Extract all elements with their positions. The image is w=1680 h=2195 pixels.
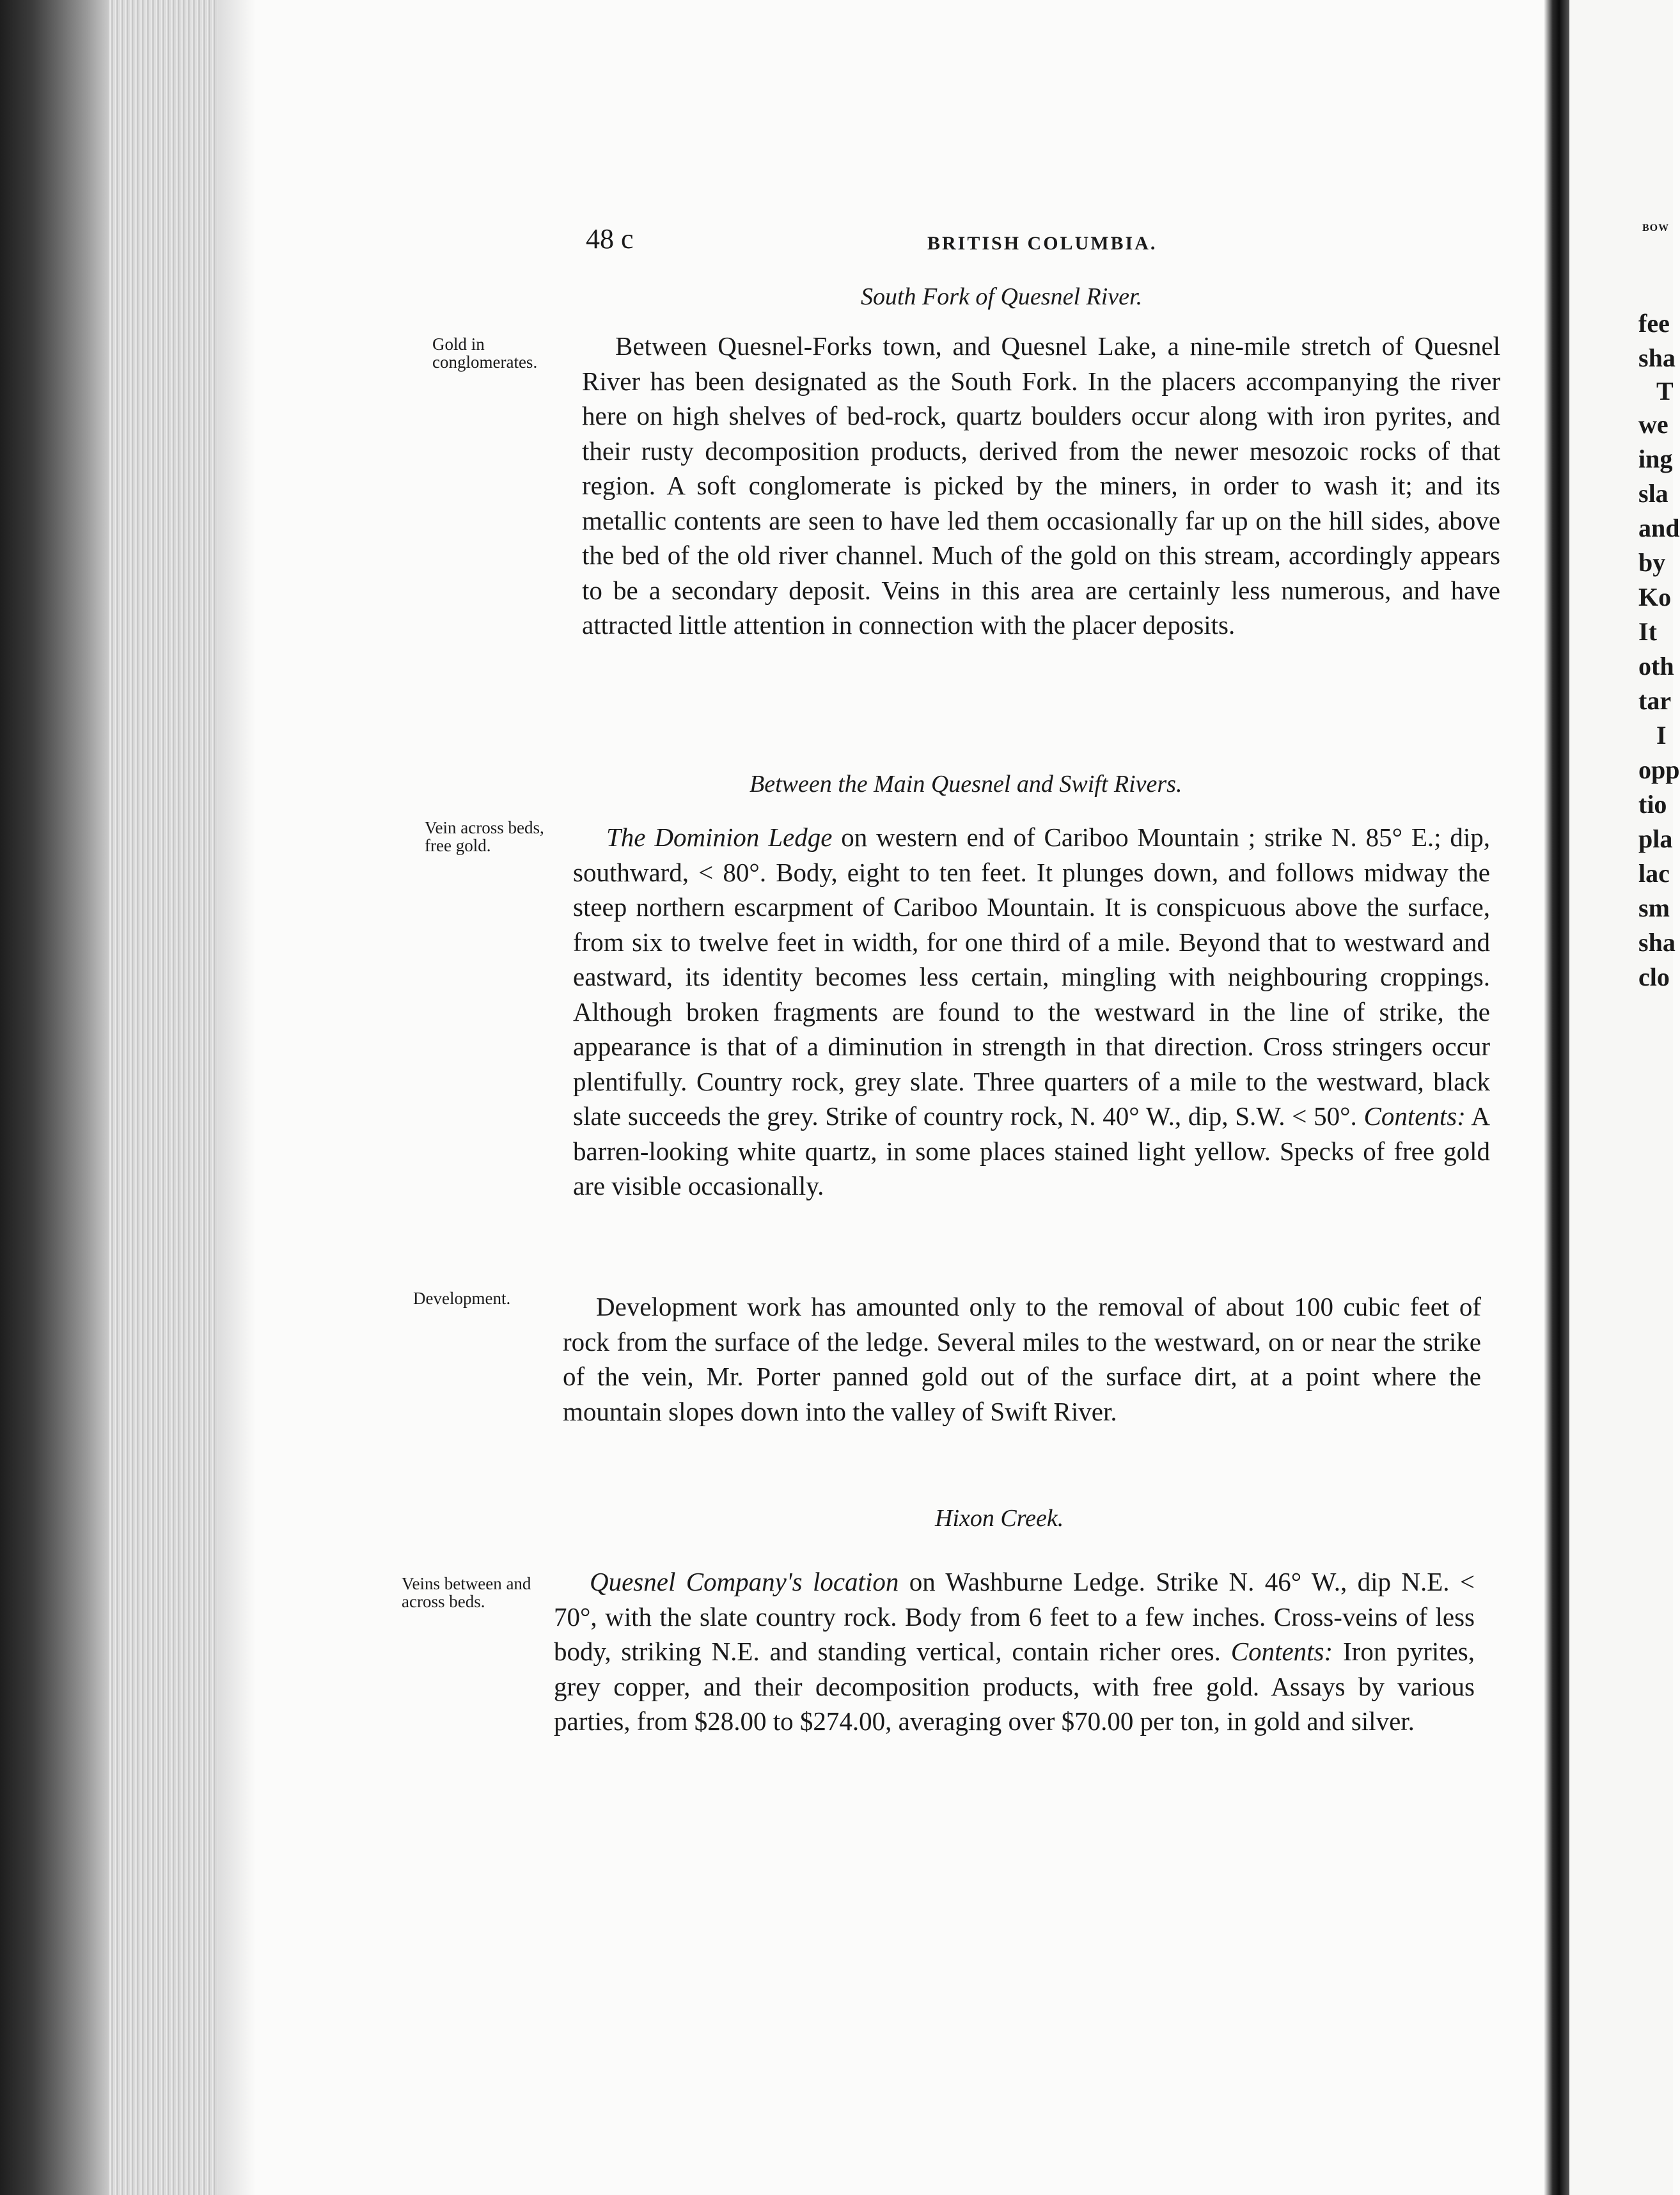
facing-page-line: I — [1656, 721, 1667, 750]
facing-page-line: tio — [1638, 790, 1667, 819]
facing-page-line: pla — [1638, 824, 1673, 853]
facing-page-header: BOW — [1642, 223, 1670, 233]
facing-page-line: sha — [1638, 343, 1676, 372]
sidenote-veins-between-beds: Veins between and across beds. — [402, 1574, 531, 1611]
facing-page-line: sm — [1638, 893, 1670, 922]
facing-page-line: tar — [1638, 686, 1672, 715]
facing-page-line: opp — [1638, 755, 1680, 784]
facing-page-line: lac — [1638, 859, 1670, 888]
facing-page-line: fee — [1638, 309, 1670, 338]
quesnel-company-location: Quesnel Company's location — [590, 1567, 899, 1596]
facing-page-line: T — [1656, 377, 1674, 405]
book-spine-shadow — [0, 0, 109, 2195]
dominion-ledge-name: The Dominion Ledge — [606, 822, 833, 852]
section-title-south-fork: South Fork of Quesnel River. — [861, 283, 1143, 310]
paragraph-south-fork: Between Quesnel-Forks town, and Quesnel Lake, a nine-mile stretch of Quesnel River has been designated as the South Fork. In the placers accompanying the river here on high shelves of bed-rock, quartz boulders occur along with iron pyrites, and their rusty decomposition products, derived from the newer mesozoic rocks of that region. A soft conglomerate is picked by the miners, in order to wash it; and its metallic contents are seen to have led them occasionally far up on the hill sides, above the bed of the old river channel. Much of the gold on this stream, accordingly appears to be a secondary deposit. Veins in this area are certainly less numerous, and have attracted little attention in connection with the placer deposits. — [582, 331, 1500, 640]
paragraph-hixon-creek — [554, 1564, 1475, 1739]
facing-page-line: Ko — [1638, 583, 1672, 611]
hixon-creek-contents: Iron pyrites, grey copper, and their decomposition products, with free gold. Assays by various parties, from $28.00 to $274.00, averaging over $70.00 per ton, in gold and silver. — [554, 1637, 1475, 1736]
facing-page-line: we — [1638, 410, 1668, 439]
page-number: 48 c — [586, 223, 634, 255]
contents-label: Contents: — [1363, 1101, 1466, 1131]
sidenote-gold-in-conglomerates: Gold in conglomerates. — [432, 334, 538, 372]
facing-page-line: sla — [1638, 479, 1668, 508]
facing-page-line: ing — [1638, 445, 1673, 473]
facing-page-line: and — [1638, 514, 1680, 542]
hixon-creek-text: on Washburne Ledge. Strike N. 46° W., dip N.E. < 70°, with the slate country rock. Body from 6 feet to a few inches. Cross-veins of less body, striking N.E. and standing vertical, contain richer ores. — [554, 1567, 1475, 1666]
section-title-main-quesnel-swift: Between the Main Quesnel and Swift Rivers. — [750, 771, 1182, 798]
book-gutter — [1544, 0, 1569, 2195]
page-shadow — [217, 0, 256, 2195]
dominion-ledge-contents: A barren-looking white quartz, in some places stained light yellow. Specks of free gold are visible occasionally. — [573, 1101, 1491, 1200]
paragraph-dominion-ledge — [573, 820, 1490, 1204]
contents-label-hixon: Contents: — [1230, 1637, 1333, 1666]
facing-page-line: oth — [1638, 652, 1674, 681]
facing-page-line: clo — [1638, 963, 1670, 991]
sidenote-vein-across-beds: Vein across beds, free gold. — [425, 818, 544, 855]
page-edges — [109, 0, 217, 2195]
sidenote-development: Development. — [413, 1289, 511, 1308]
facing-page-line: by — [1638, 548, 1666, 577]
facing-page-line: It — [1638, 617, 1657, 646]
paragraph-development: Development work has amounted only to the removal of about 100 cubic feet of rock from the surface of the ledge. Several miles to the westward, on or near the strike of the vein, Mr. Porter panned gold out of the surface dirt, at a point where the mountain slopes down into the valley of Swift River. — [563, 1292, 1481, 1426]
section-title-hixon-creek: Hixon Creek. — [935, 1505, 1064, 1532]
running-title: BRITISH COLUMBIA. — [927, 233, 1158, 254]
facing-page-line: sha — [1638, 928, 1676, 957]
dominion-ledge-text: on western end of Cariboo Mountain ; strike N. 85° E.; dip, southward, < 80°. Body, eight to ten feet. It plunges down, and follows midway the steep northern escarpment of Cariboo Mountain. It is conspicuous above the surface, from six to twelve feet in width, for one third of a mile. Beyond that to westward and eastward, its identity becomes less certain, mingling with neighbouring croppings. Although broken fragments are found to the westward in the line of strike, the appearance is that of a diminution in strength in that direction. Cross stringers occur plentifully. Country rock, grey slate. Three quarters of a mile to the westward, black slate succeeds the grey. Strike of country rock, N. 40° W., dip, S.W. < 50°. — [573, 822, 1490, 1131]
